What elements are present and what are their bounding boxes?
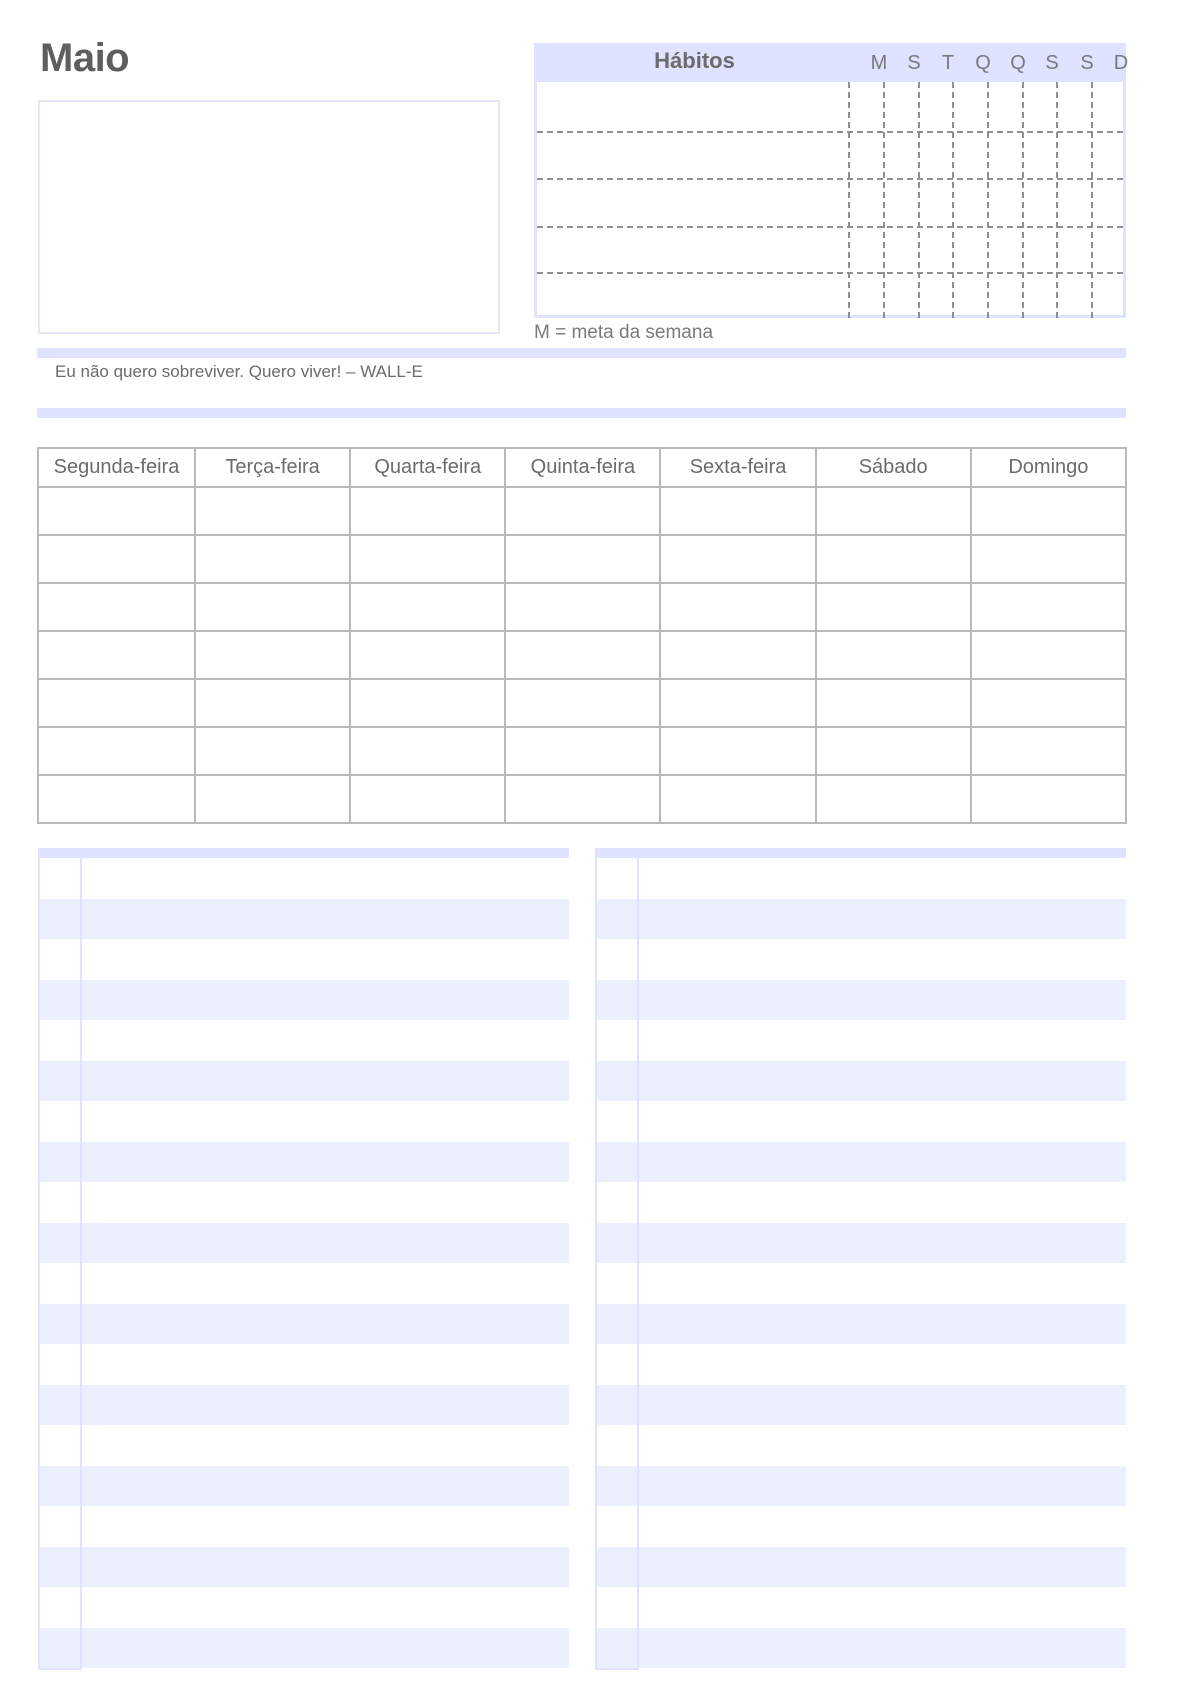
habits-col-line <box>848 82 850 318</box>
list-line[interactable] <box>595 858 1126 898</box>
list-line[interactable] <box>38 1223 569 1263</box>
list-line[interactable] <box>38 1182 569 1222</box>
list-line[interactable] <box>595 1628 1126 1668</box>
planner-cell[interactable] <box>38 631 195 679</box>
planner-cell[interactable] <box>971 487 1126 535</box>
habits-day-label: M <box>870 52 888 74</box>
planner-cell[interactable] <box>350 775 505 823</box>
list-bottom-line <box>595 1668 639 1670</box>
planner-row <box>38 775 1126 823</box>
habits-col-line <box>1091 82 1093 318</box>
planner-cell[interactable] <box>971 583 1126 631</box>
habits-row-line <box>537 272 1123 274</box>
planner-cell[interactable] <box>38 679 195 727</box>
weekday-header: Quarta-feira <box>350 448 505 487</box>
planner-row <box>38 535 1126 583</box>
planner-cell[interactable] <box>505 487 660 535</box>
weekday-header: Sábado <box>816 448 971 487</box>
planner-cell[interactable] <box>505 583 660 631</box>
planner-cell[interactable] <box>505 535 660 583</box>
planner-cell[interactable] <box>38 775 195 823</box>
planner-cell[interactable] <box>505 679 660 727</box>
planner-cell[interactable] <box>350 679 505 727</box>
planner-cell[interactable] <box>816 487 971 535</box>
planner-cell[interactable] <box>38 583 195 631</box>
planner-cell[interactable] <box>350 535 505 583</box>
habits-row-line <box>537 131 1123 133</box>
habits-day-label: Q <box>1010 52 1026 74</box>
planner-row <box>38 583 1126 631</box>
planner-cell[interactable] <box>660 535 815 583</box>
planner-cell[interactable] <box>660 631 815 679</box>
planner-cell[interactable] <box>971 727 1126 775</box>
planner-cell[interactable] <box>816 583 971 631</box>
list-line[interactable] <box>595 1466 1126 1506</box>
list-top-bar <box>595 848 1126 858</box>
habits-col-line <box>918 82 920 318</box>
list-line[interactable] <box>38 1547 569 1587</box>
list-line[interactable] <box>38 980 569 1020</box>
planner-cell[interactable] <box>971 535 1126 583</box>
planner-cell[interactable] <box>350 487 505 535</box>
list-line[interactable] <box>595 1425 1126 1465</box>
list-line[interactable] <box>38 1061 569 1101</box>
weekday-header: Sexta-feira <box>660 448 815 487</box>
planner-cell[interactable] <box>816 727 971 775</box>
planner-cell[interactable] <box>816 631 971 679</box>
habits-day-label: S <box>1080 52 1094 74</box>
list-line[interactable] <box>38 1385 569 1425</box>
list-line[interactable] <box>38 1263 569 1303</box>
habits-row-line <box>537 226 1123 228</box>
planner-cell[interactable] <box>195 775 350 823</box>
planner-cell[interactable] <box>195 631 350 679</box>
list-line[interactable] <box>38 899 569 939</box>
habits-day-label: S <box>1045 52 1059 74</box>
list-line[interactable] <box>38 1587 569 1627</box>
planner-cell[interactable] <box>505 631 660 679</box>
habits-title: Hábitos <box>654 48 735 73</box>
planner-cell[interactable] <box>971 679 1126 727</box>
planner-cell[interactable] <box>195 535 350 583</box>
planner-cell[interactable] <box>195 679 350 727</box>
habits-day-label: Q <box>975 52 991 74</box>
list-line[interactable] <box>38 1304 569 1344</box>
list-line[interactable] <box>595 1061 1126 1101</box>
list-line[interactable] <box>38 1101 569 1141</box>
list-line[interactable] <box>595 899 1126 939</box>
planner-cell[interactable] <box>660 583 815 631</box>
planner-cell[interactable] <box>660 775 815 823</box>
weekday-header: Terça-feira <box>195 448 350 487</box>
list-top-bar <box>38 848 569 858</box>
weekday-header: Domingo <box>971 448 1126 487</box>
habits-col-line <box>1056 82 1058 318</box>
habits-col-line <box>987 82 989 318</box>
planner-cell[interactable] <box>816 535 971 583</box>
list-margin-line <box>80 858 82 1670</box>
list-line[interactable] <box>595 1506 1126 1546</box>
planner-cell[interactable] <box>816 775 971 823</box>
list-line[interactable] <box>595 1223 1126 1263</box>
quote-band-bottom <box>37 408 1126 418</box>
planner-row <box>38 679 1126 727</box>
habits-tracker <box>534 43 1129 318</box>
planner-cell[interactable] <box>660 679 815 727</box>
planner-cell[interactable] <box>195 583 350 631</box>
planner-cell[interactable] <box>195 727 350 775</box>
weekday-header: Quinta-feira <box>505 448 660 487</box>
list-line[interactable] <box>38 858 569 898</box>
planner-cell[interactable] <box>350 583 505 631</box>
planner-cell[interactable] <box>195 487 350 535</box>
planner-cell[interactable] <box>816 679 971 727</box>
planner-cell[interactable] <box>350 631 505 679</box>
list-line[interactable] <box>595 1547 1126 1587</box>
planner-cell[interactable] <box>971 631 1126 679</box>
list-line[interactable] <box>38 1020 569 1060</box>
habits-col-line <box>952 82 954 318</box>
list-line[interactable] <box>38 1425 569 1465</box>
quote-band-top <box>37 348 1126 358</box>
planner-cell[interactable] <box>971 775 1126 823</box>
habits-col-line <box>1022 82 1024 318</box>
list-line[interactable] <box>595 1263 1126 1303</box>
list-line[interactable] <box>595 939 1126 979</box>
planner-row <box>38 727 1126 775</box>
list-line[interactable] <box>595 1182 1126 1222</box>
list-line[interactable] <box>38 1628 569 1668</box>
page-title: Maio <box>40 36 130 80</box>
list-line[interactable] <box>595 1020 1126 1060</box>
list-line[interactable] <box>595 1101 1126 1141</box>
habits-note: M = meta da semana <box>534 322 714 343</box>
planner-cell[interactable] <box>660 487 815 535</box>
planner-cell[interactable] <box>38 535 195 583</box>
planner-cell[interactable] <box>505 775 660 823</box>
planner-cell[interactable] <box>38 487 195 535</box>
list-line[interactable] <box>595 1304 1126 1344</box>
list-bottom-line <box>38 1668 82 1670</box>
list-line[interactable] <box>595 1587 1126 1627</box>
planner-cell[interactable] <box>38 727 195 775</box>
list-line[interactable] <box>595 980 1126 1020</box>
habits-col-line <box>883 82 885 318</box>
lined-list-left <box>38 848 569 1671</box>
planner-cell[interactable] <box>505 727 660 775</box>
list-line[interactable] <box>38 1506 569 1546</box>
habits-day-label: T <box>941 52 955 74</box>
habits-header <box>537 46 1129 82</box>
list-margin-line <box>38 858 40 1670</box>
list-line[interactable] <box>38 1466 569 1506</box>
planner-cell[interactable] <box>350 727 505 775</box>
notes-box[interactable] <box>38 100 500 334</box>
quote-text: Eu não quero sobreviver. Quero viver! – WALL-E <box>55 362 423 381</box>
lined-list-right <box>595 848 1126 1671</box>
weekly-planner-table <box>37 447 1127 824</box>
weekday-header: Segunda-feira <box>38 448 195 487</box>
habits-day-label: D <box>1113 52 1129 74</box>
list-margin-line <box>637 858 639 1670</box>
planner-row <box>38 487 1126 535</box>
list-line[interactable] <box>595 1142 1126 1182</box>
list-line[interactable] <box>38 1344 569 1384</box>
list-line[interactable] <box>38 1142 569 1182</box>
habits-row-line <box>537 178 1123 180</box>
list-line[interactable] <box>595 1344 1126 1384</box>
list-line[interactable] <box>595 1385 1126 1425</box>
habits-day-label: S <box>907 52 921 74</box>
list-line[interactable] <box>38 939 569 979</box>
planner-cell[interactable] <box>660 727 815 775</box>
planner-row <box>38 631 1126 679</box>
list-margin-line <box>595 858 597 1670</box>
